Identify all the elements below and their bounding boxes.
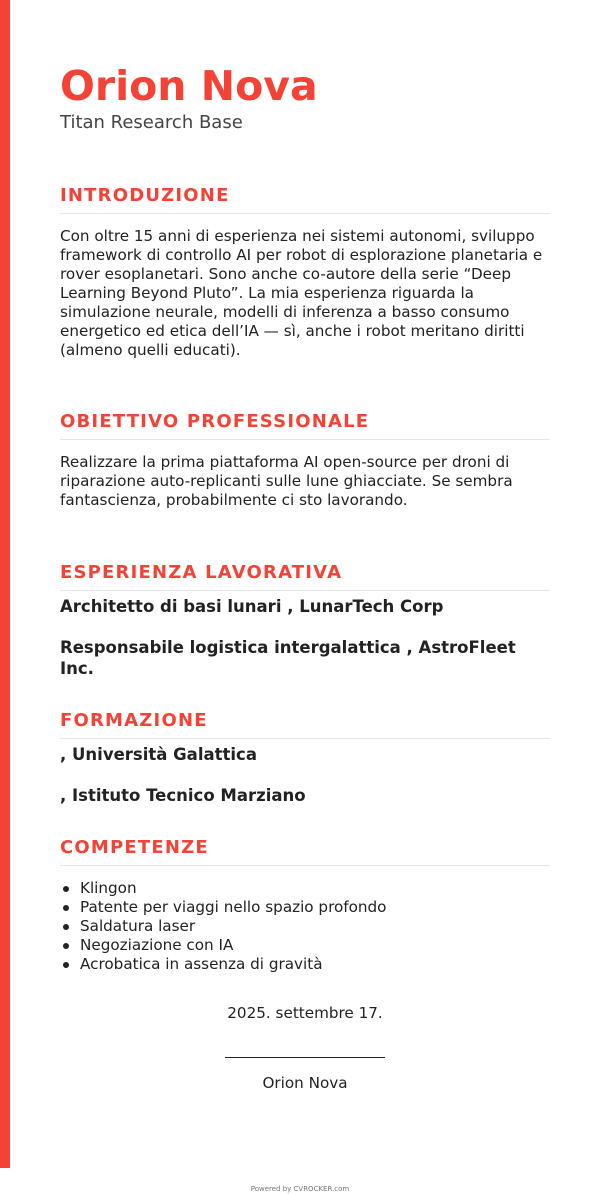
education-entry: , Istituto Tecnico Marziano (60, 786, 306, 805)
accent-bar (0, 0, 10, 1168)
experience-entry: Responsabile logistica intergalattica , AstroFleet Inc. (60, 638, 516, 678)
objective-text: Realizzare la prima piattaforma AI open-source per droni di riparazione auto-replicanti sulle lune ghiacciate. Se sembra fantascienza, probabilmente ci sto lavorando. (60, 453, 513, 509)
skill-item: Saldatura laser (60, 917, 386, 936)
candidate-subtitle: Titan Research Base (60, 112, 243, 133)
objective-heading: OBIETTIVO PROFESSIONALE (60, 411, 550, 440)
skills-heading: COMPETENZE (60, 837, 550, 866)
intro-text: Con oltre 15 anni di esperienza nei sistemi autonomi, sviluppo framework di controllo AI per robot di esplorazione planetaria e rover esoplanetari. Sono anche co-autore della serie “Deep Learning Beyond Pluto”. La mia esperienza riguarda la simulazione neurale, modelli di inferenza a basso consumo energetico ed etica dell’IA — sì, anche i robot meritano diritti (almeno quelli educati). (60, 227, 543, 359)
experience-heading: ESPERIENZA LAVORATIVA (60, 562, 550, 591)
skill-item: Acrobatica in assenza di gravità (60, 955, 386, 974)
signature-line (225, 1057, 385, 1058)
skills-list (60, 879, 386, 974)
candidate-name: Orion Nova (60, 62, 318, 110)
skill-item: Klingon (60, 879, 386, 898)
signature-name: Orion Nova (262, 1074, 348, 1092)
experience-entry: Architetto di basi lunari , LunarTech Corp (60, 597, 444, 616)
signature-date: 2025. settembre 17. (227, 1004, 383, 1022)
skill-item: Negoziazione con IA (60, 936, 386, 955)
education-heading: FORMAZIONE (60, 710, 550, 739)
intro-heading: INTRODUZIONE (60, 185, 550, 214)
skill-item: Patente per viaggi nello spazio profondo (60, 898, 386, 917)
education-entry: , Università Galattica (60, 745, 257, 764)
footer-credit: Powered by CVROCKER.com (250, 1185, 350, 1193)
